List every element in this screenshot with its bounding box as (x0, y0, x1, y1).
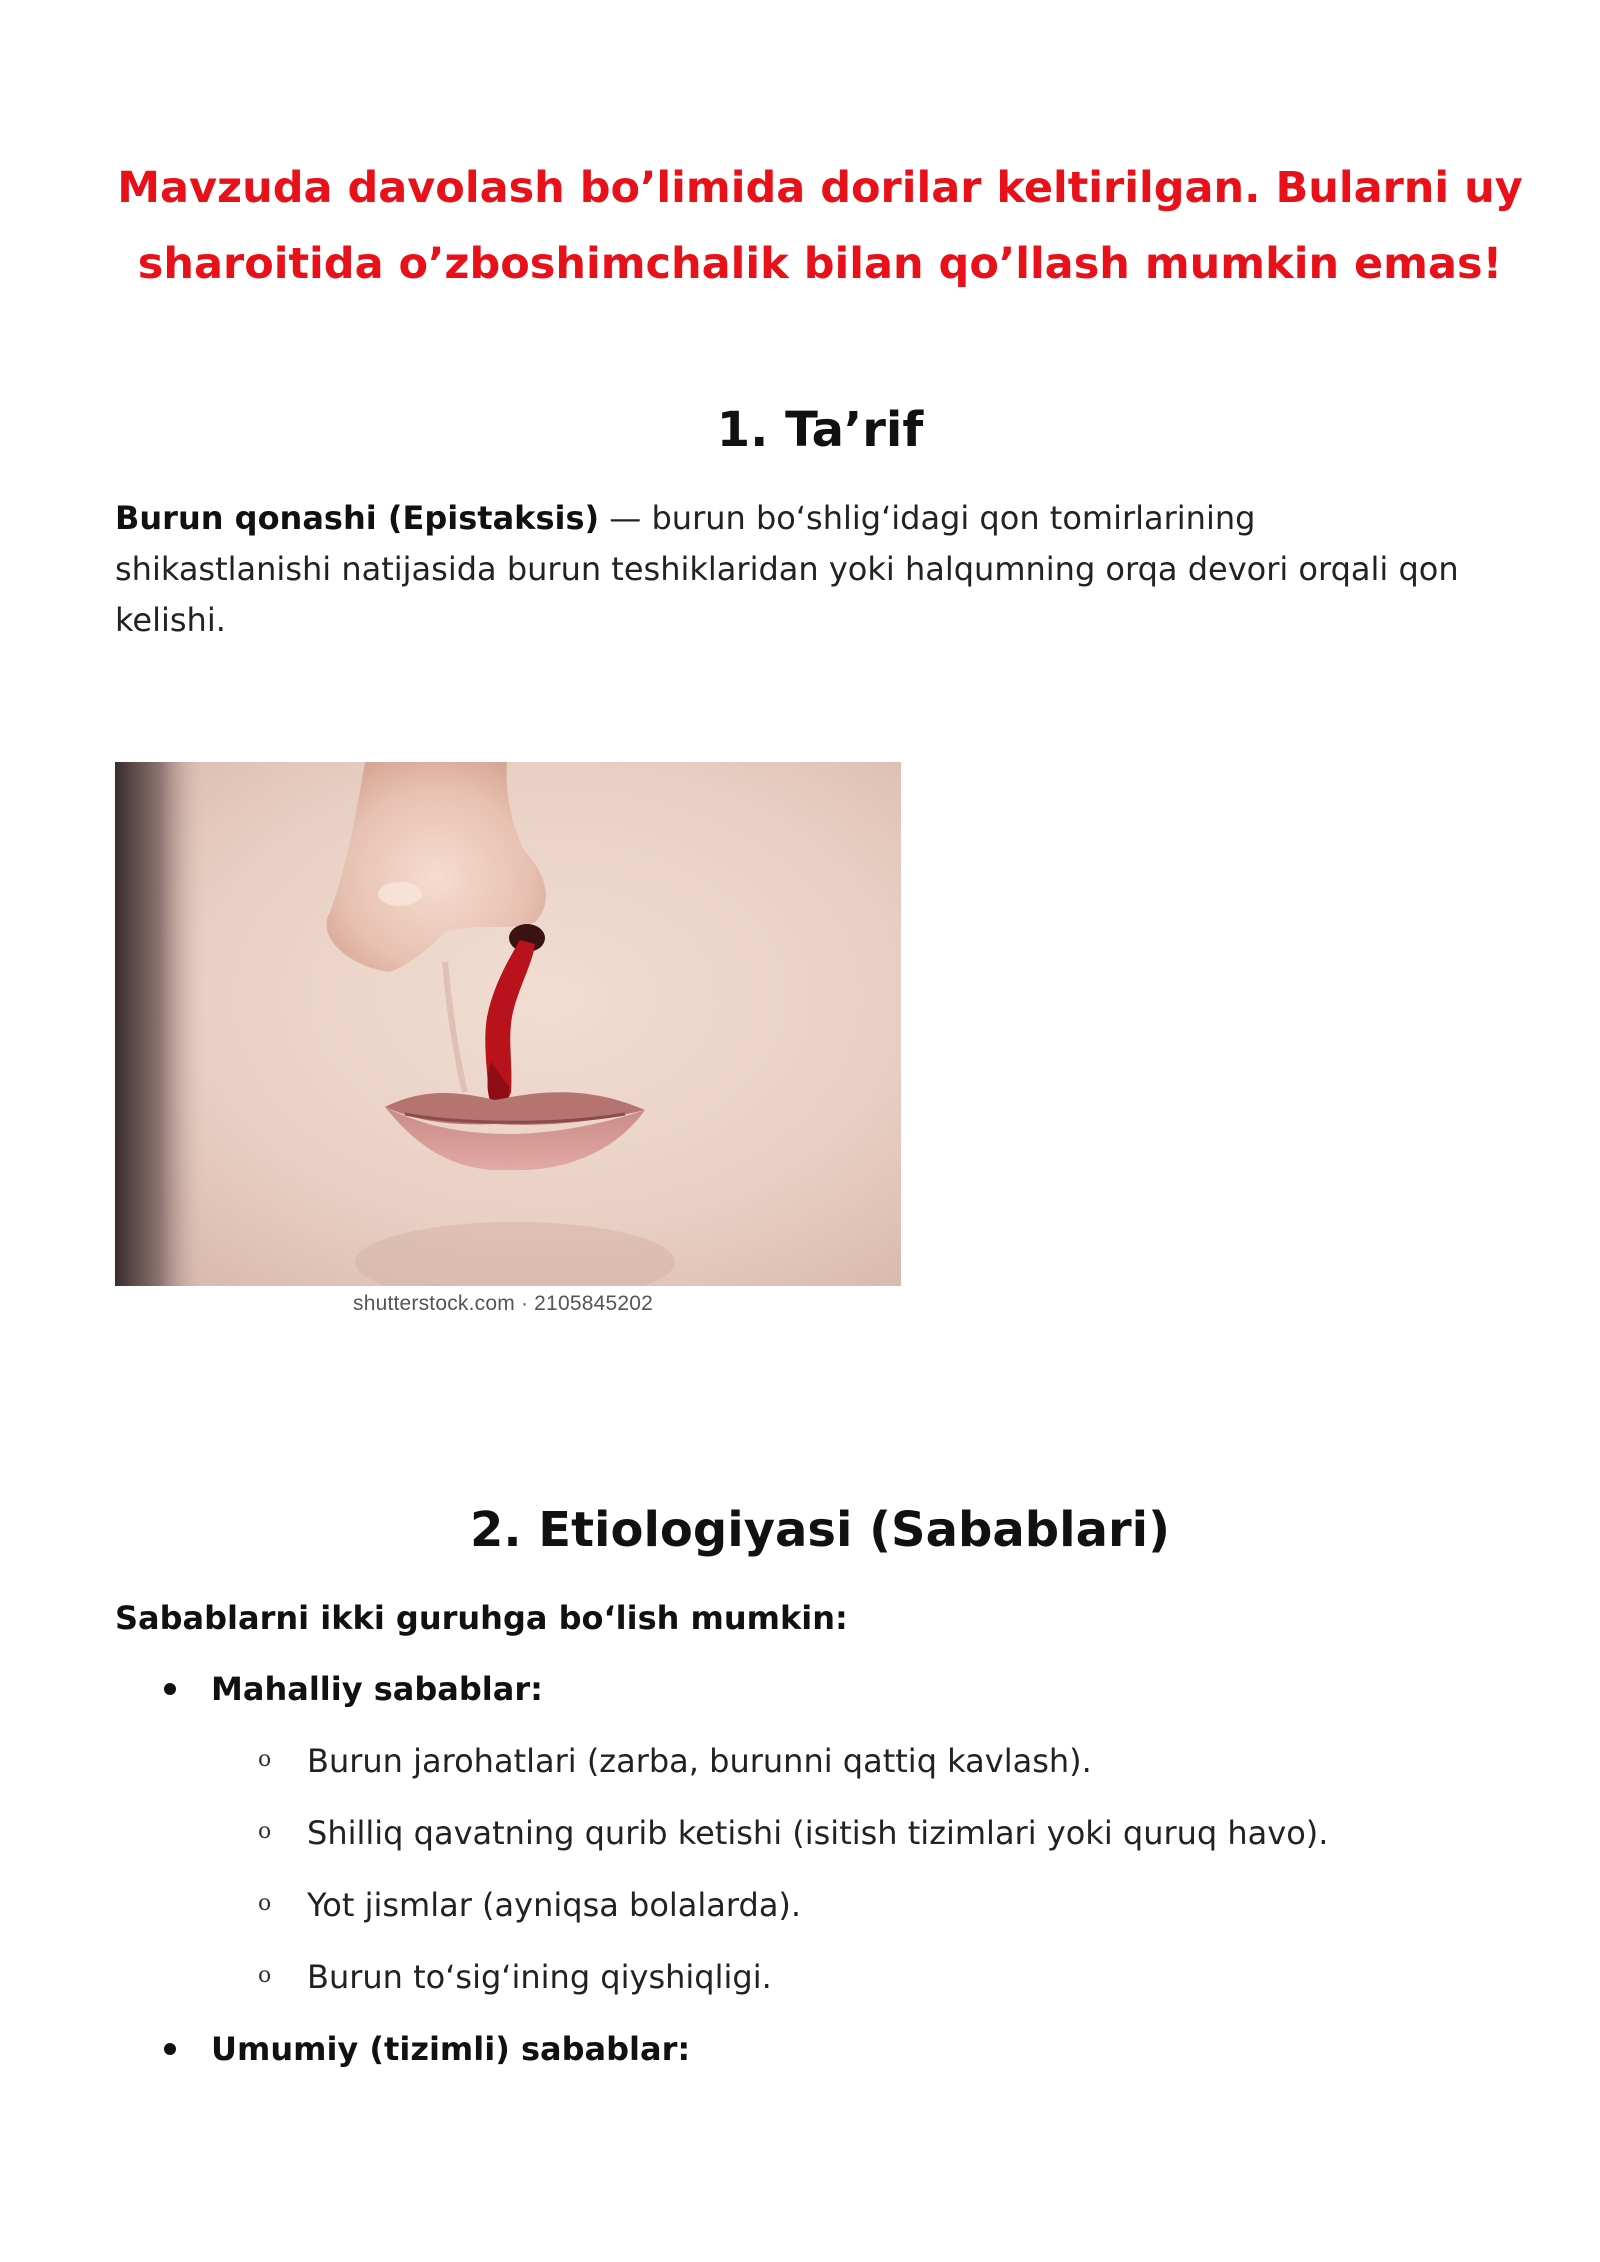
list-item: Shilliq qavatning qurib ketishi (isitish tizimlari yoki quruq havo). (307, 1814, 1329, 1852)
definition-text: — burun bo‘shlig‘idagi qon tomirlarining shikastlanishi natijasida burun teshiklaridan yoki halqumning orqa devori orqali qon kelishi. (115, 499, 1459, 639)
list-item: Burun jarohatlari (zarba, burunni qattiq kavlash). (307, 1742, 1092, 1780)
sub-bullet-icon: o (258, 1819, 272, 1844)
list-item: Burun to‘sig‘ining qiyshiqligi. (307, 1958, 772, 1996)
sub-bullet-icon: o (258, 1891, 272, 1916)
definition-term: Burun qonashi (Epistaksis) (115, 499, 600, 537)
sub-bullet-icon: o (258, 1963, 272, 1988)
bullet-icon (164, 1683, 176, 1695)
photo-caption: shutterstock.com · 2105845202 (353, 1292, 653, 1315)
warning-notice: Mavzuda davolash bo’limida dorilar keltirilgan. Bularni uy sharoitida o’zboshimchalik bilan qo’llash mumkin emas! (117, 163, 1523, 289)
section-heading-definition: 1. Ta’rif (716, 402, 924, 458)
list-item-systemic-causes: Umumiy (tizimli) sabablar: (211, 2030, 691, 2068)
section-heading-etiology: 2. Etiologiyasi (Sabablari) (469, 1502, 1171, 1558)
sub-bullet-icon: o (258, 1747, 272, 1772)
list-item-local-causes: Mahalliy sabablar: (211, 1670, 543, 1708)
list-item: Yot jismlar (ayniqsa bolalarda). (307, 1886, 802, 1924)
bullet-icon (164, 2043, 176, 2055)
nosebleed-photo (115, 762, 901, 1286)
etiology-intro: Sabablarni ikki guruhga bo‘lish mumkin: (115, 1599, 848, 1637)
definition-paragraph (115, 493, 1475, 646)
